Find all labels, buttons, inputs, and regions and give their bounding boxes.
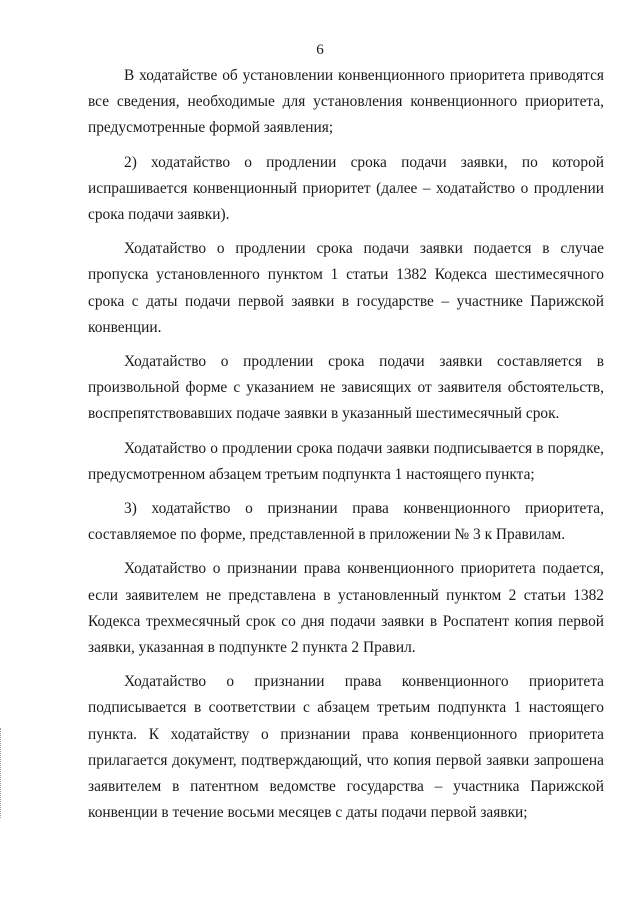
paragraph-5: Ходатайство о продлении срока подачи заявки подписывается в порядке, предусмотренном абзацем третьим подпункта 1 настоящего пункта;: [88, 439, 604, 483]
paragraph-3: Ходатайство о продлении срока подачи заявки подается в случае пропуска установленного пунктом 1 статьи 1382 Кодекса шестимесячного срока с даты подачи первой заявки в государстве – участнике Парижской конвенции.: [88, 240, 604, 336]
paragraph-6: 3) ходатайство о признании права конвенционного приоритета, составляемое по форме, представленной в приложении № 3 к Правилам.: [88, 500, 604, 544]
paragraph-7: Ходатайство о признании права конвенционного приоритета подается, если заявителем не представлена в установленный пунктом 2 статьи 1382 Кодекса трехмесячный срок со дня подачи заявки в Роспатент копия первой заявки, указанная в подпункте 2 пункта 2 Правил.: [88, 560, 604, 657]
paragraph-1: В ходатайстве об установлении конвенционного приоритета приводятся все сведения, необходимые для установления конвенционного приоритета, предусмотренные формой заявления;: [88, 67, 604, 137]
page-number: 6: [316, 42, 324, 58]
scan-edge-mark: [0, 728, 4, 818]
paragraph-4: Ходатайство о продлении срока подачи заявки составляется в произвольной форме с указанием не зависящих от заявителя обстоятельств, воспрепятствовавших подаче заявки в указанный шестимесячный срок.: [88, 353, 604, 423]
document-body: [88, 63, 604, 826]
paragraph-2: 2) ходатайство о продлении срока подачи заявки, по которой испрашивается конвенционный приоритет (далее – ходатайство о продлении срока подачи заявки).: [88, 153, 604, 224]
paragraph-8: Ходатайство о признании права конвенционного приоритета подписывается в соответствии с абзацем третьим подпункта 1 настоящего пункта. К ходатайству о признании права конвенционного приоритета прилагается документ, подтверждающий, что копия первой заявки запрошена заявителем в патентном ведомстве государства – участника Парижской конвенции в течение восьми месяцев с даты подачи первой заявки;: [88, 673, 604, 822]
